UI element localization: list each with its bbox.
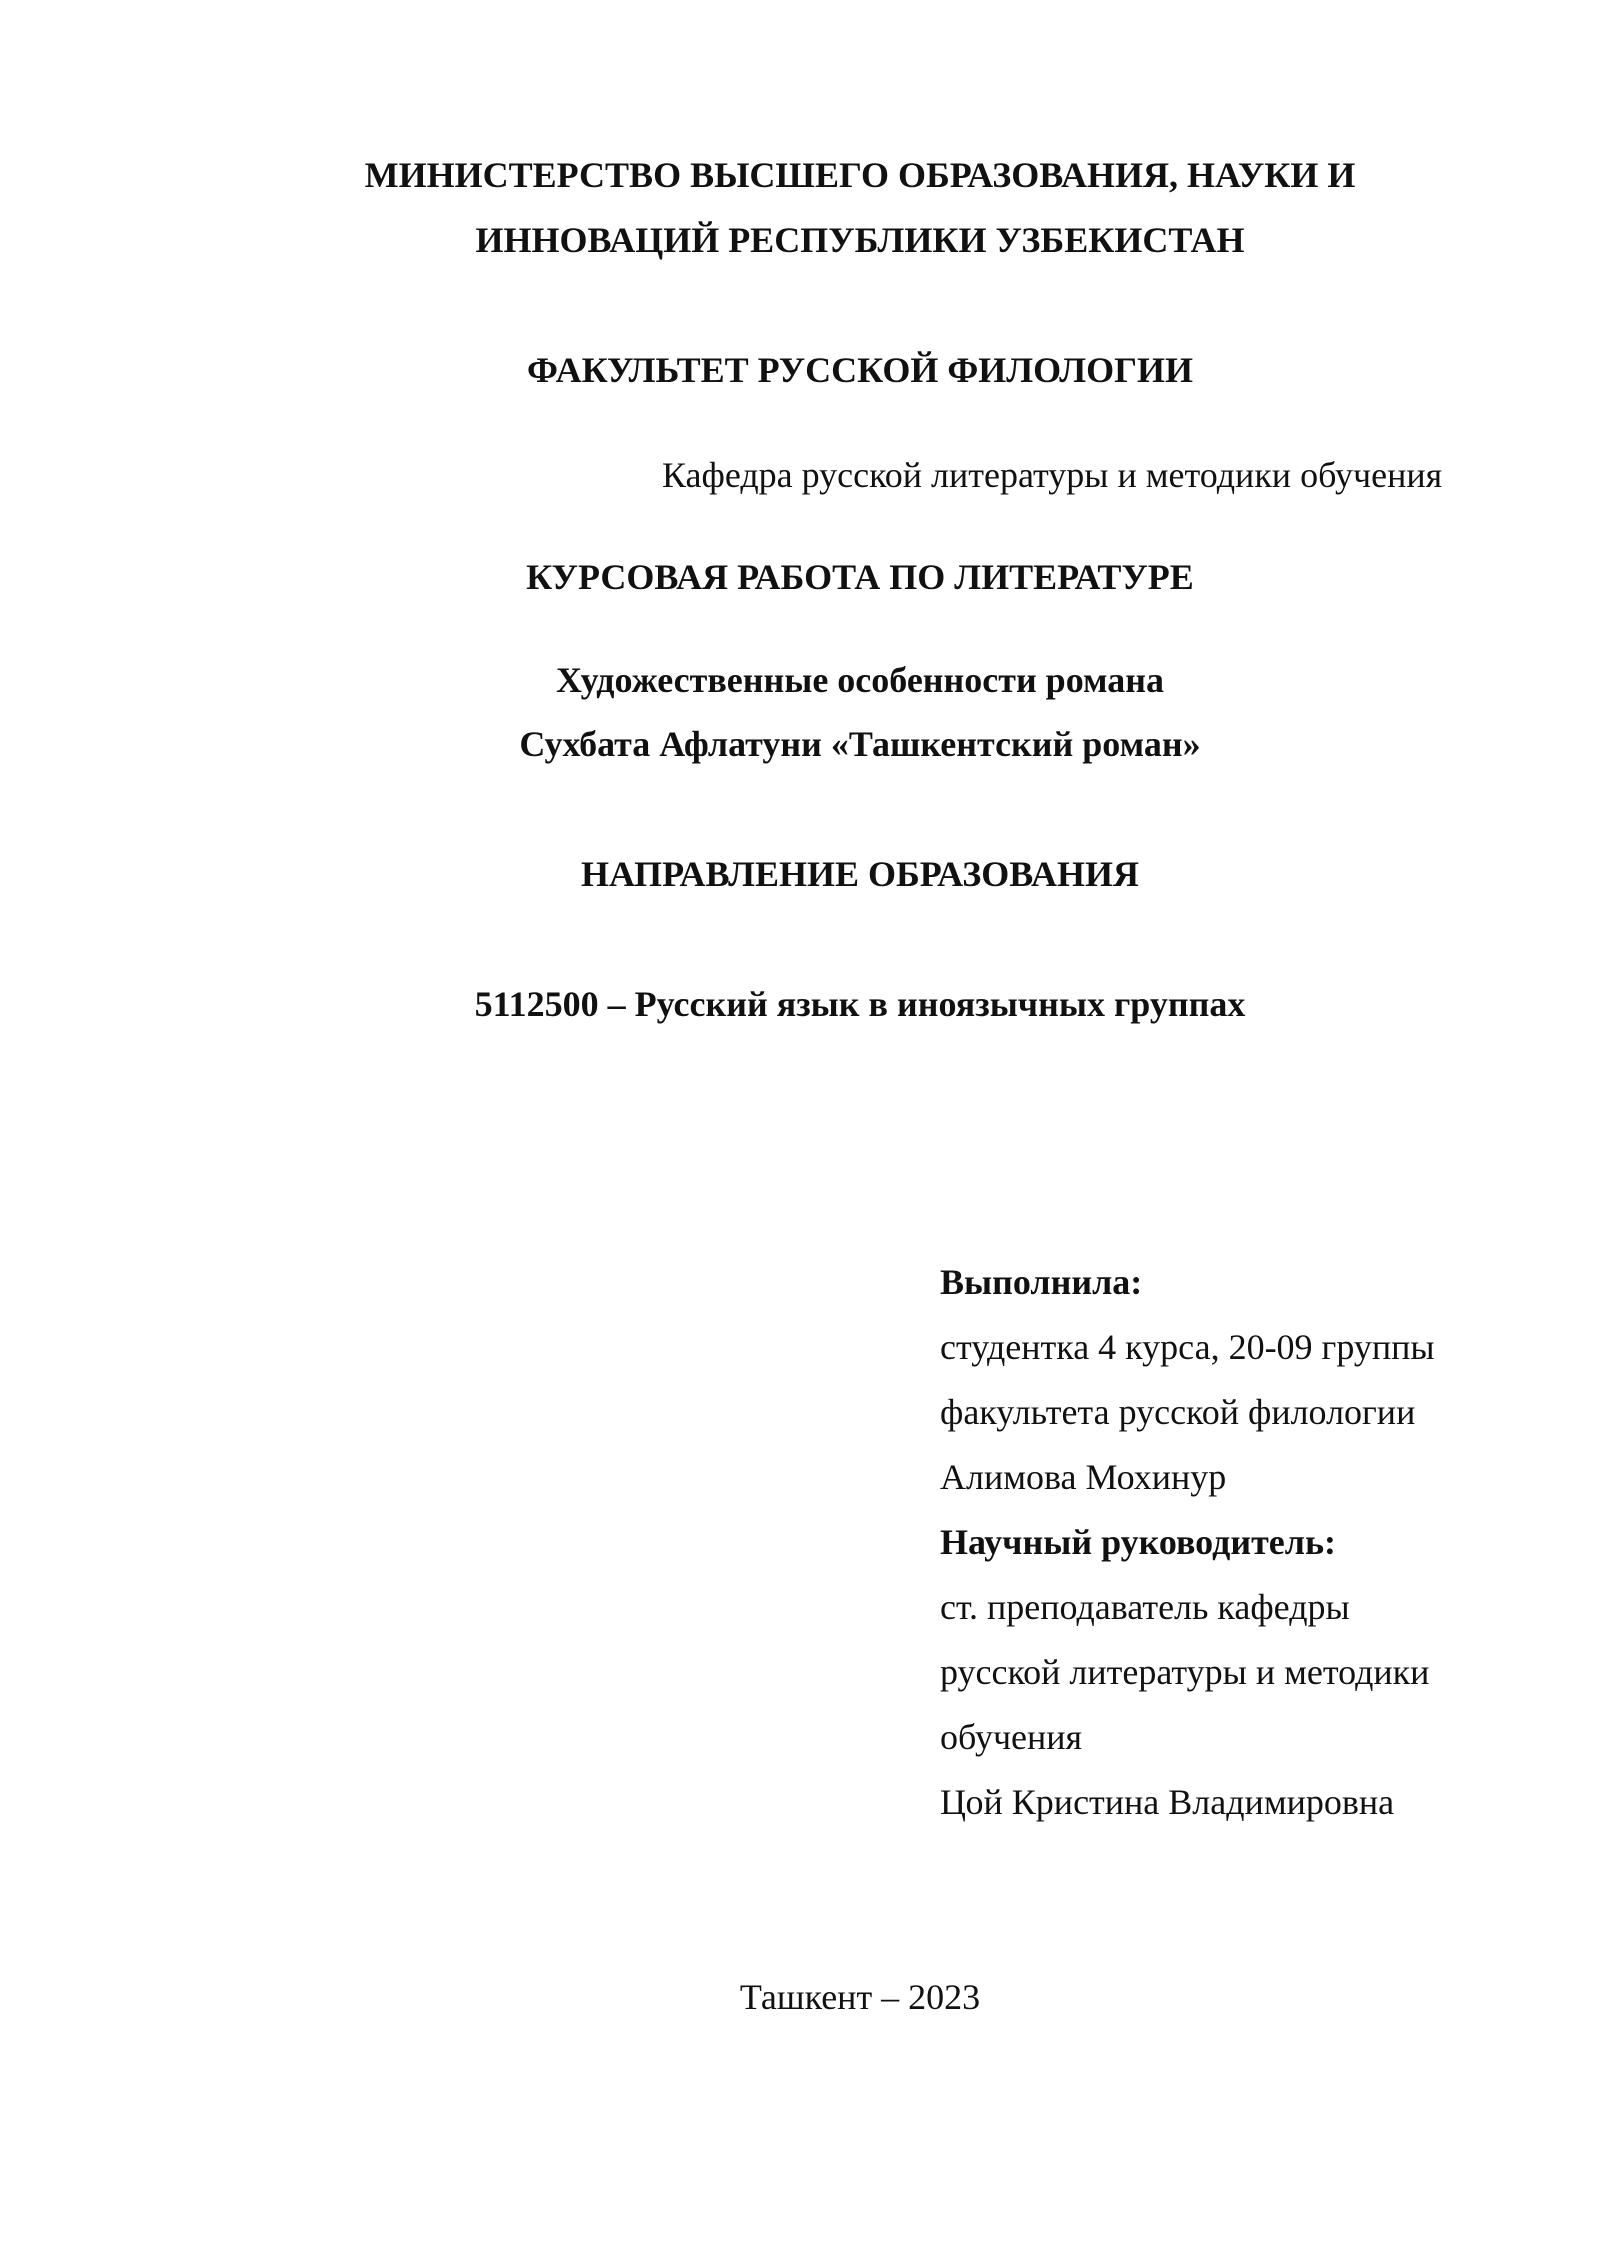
direction-code: 5112500 – Русский язык в иноязычных группах	[474, 984, 1246, 1024]
supervisor-info-line-2: русской литературы и методики	[940, 1652, 1430, 1692]
supervisor-name: Цой Кристина Владимировна	[940, 1782, 1395, 1822]
student-name: Алимова Мохинур	[940, 1457, 1227, 1497]
work-title-line-1: Художественные особенности романа	[555, 660, 1165, 700]
author-info-block	[940, 1250, 1560, 1835]
supervisor-info-line-1: ст. преподаватель кафедры	[940, 1587, 1350, 1627]
faculty-title: ФАКУЛЬТЕТ РУССКОЙ ФИЛОЛОГИИ	[526, 350, 1194, 390]
ministry-line-2: ИННОВАЦИЙ РЕСПУБЛИКИ УЗБЕКИСТАН	[475, 220, 1245, 260]
supervisor-label: Научный руководитель:	[940, 1522, 1336, 1562]
student-info-line-2: факультета русской филологии	[940, 1392, 1416, 1432]
student-info-line-1: студентка 4 курса, 20-09 группы	[940, 1327, 1435, 1367]
city-year: Ташкент – 2023	[739, 1977, 981, 2017]
ministry-line-1: МИНИСТЕРСТВО ВЫСШЕГО ОБРАЗОВАНИЯ, НАУКИ И	[364, 155, 1356, 195]
performed-label: Выполнила:	[940, 1262, 1143, 1302]
supervisor-info-line-3: обучения	[940, 1717, 1083, 1757]
work-title-line-2: Сухбата Афлатуни «Ташкентский роман»	[519, 724, 1201, 764]
work-type: КУРСОВАЯ РАБОТА ПО ЛИТЕРАТУРЕ	[526, 557, 1194, 597]
direction-heading: НАПРАВЛЕНИЕ ОБРАЗОВАНИЯ	[580, 854, 1140, 894]
department-name: Кафедра русской литературы и методики обучения	[662, 455, 1443, 495]
